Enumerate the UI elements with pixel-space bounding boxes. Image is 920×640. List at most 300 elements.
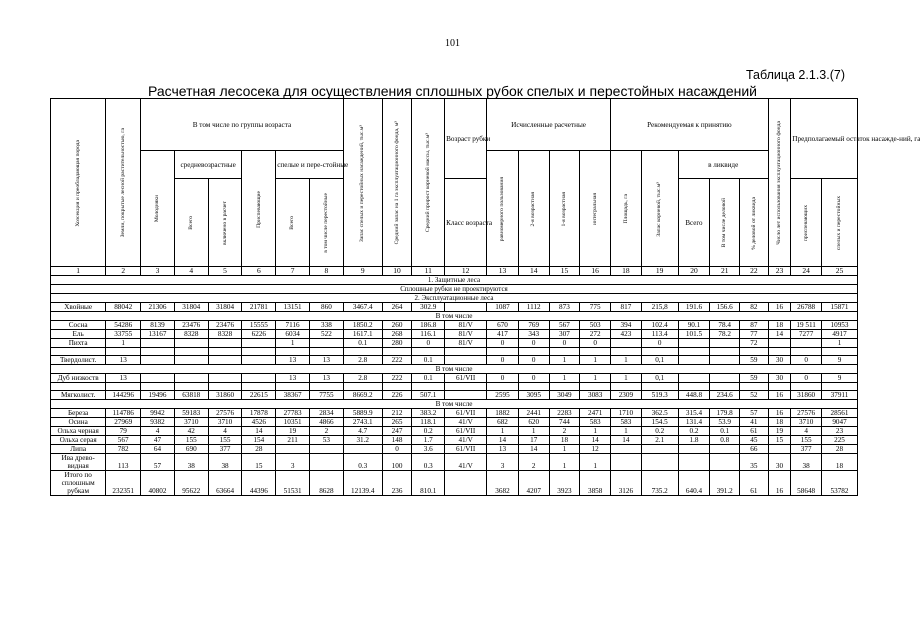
table-cell: 41/V: [445, 418, 487, 427]
table-cell: 0: [382, 445, 412, 454]
table-cell: 1: [611, 356, 642, 365]
table-cell: 682: [487, 418, 519, 427]
table-cell: 0.1: [412, 374, 445, 383]
table-cell: 522: [310, 330, 344, 339]
table-cell: 18: [768, 321, 791, 330]
table-cell: 222: [382, 356, 412, 365]
table-cell: 30: [768, 454, 791, 471]
empty-cell: [106, 348, 141, 356]
table-cell: 1087: [487, 303, 519, 312]
table-cell: 27576: [208, 409, 242, 418]
table-cell: 3049: [549, 391, 580, 400]
table-row: [51, 445, 858, 454]
table-cell: 64: [141, 445, 175, 454]
header-business: В том числе деловой: [710, 179, 740, 267]
table-cell: 222: [382, 374, 412, 383]
empty-cell: [445, 348, 487, 356]
table-cell: 0.1: [412, 356, 445, 365]
table-cell: 0,1: [641, 356, 678, 365]
table-cell: 1: [549, 445, 580, 454]
table-cell: 12139.4: [343, 471, 382, 496]
empty-cell: [174, 383, 208, 391]
table-cell: 215,8: [641, 303, 678, 312]
table-cell: 31804: [208, 303, 242, 312]
column-number: 23: [768, 267, 791, 276]
table-cell: 81/V: [445, 321, 487, 330]
table-cell: 1: [611, 374, 642, 383]
table-cell: 15: [242, 454, 276, 471]
table-cell: [310, 339, 344, 348]
empty-cell: [740, 348, 769, 356]
table-cell: 155: [174, 436, 208, 445]
table-cell: [141, 339, 175, 348]
table-row: [51, 418, 858, 427]
table-cell: 77: [740, 330, 769, 339]
header-mid-age: средневозрастные: [174, 151, 242, 179]
table-cell: 1: [487, 427, 519, 436]
table-cell: 377: [208, 445, 242, 454]
table-cell: 0.1: [343, 339, 382, 348]
table-cell: 1882: [487, 409, 519, 418]
table-cell: 18: [768, 418, 791, 427]
table-cell: 14: [242, 427, 276, 436]
table-row: [51, 427, 858, 436]
table-cell: 10351: [276, 418, 310, 427]
table-cell: 8328: [208, 330, 242, 339]
section-note: [51, 285, 858, 294]
table-row: [51, 391, 858, 400]
header-overmature: в том числе перестойные: [310, 179, 344, 267]
table-cell: 18: [549, 436, 580, 445]
table-cell: [208, 356, 242, 365]
column-numbers-row: [51, 267, 858, 276]
table-cell: 41/V: [445, 454, 487, 471]
in-total-row: [51, 400, 858, 409]
empty-cell: [641, 383, 678, 391]
table-cell: 226: [382, 391, 412, 400]
table-cell: [611, 445, 642, 454]
table-cell: 1.7: [412, 436, 445, 445]
table-cell: 90.1: [678, 321, 710, 330]
table-cell: [710, 356, 740, 365]
table-cell: 5889.9: [343, 409, 382, 418]
table-cell: 13: [310, 374, 344, 383]
table-cell: 38: [208, 454, 242, 471]
row-label: Ольха черная: [51, 427, 106, 436]
table-cell: 9: [822, 356, 858, 365]
section-label: 1. Защитные леса: [51, 276, 858, 285]
header-recommended: Рекомендуемая к принятию: [611, 99, 769, 151]
table-cell: 148: [382, 436, 412, 445]
table-cell: [445, 356, 487, 365]
table-row: [51, 321, 858, 330]
table-cell: 28: [822, 445, 858, 454]
table-cell: [710, 445, 740, 454]
header-mature: спелые и пере-стойные: [276, 151, 344, 179]
empty-cell: [106, 383, 141, 391]
table-cell: 21781: [242, 303, 276, 312]
table-cell: 873: [549, 303, 580, 312]
table-cell: 6034: [276, 330, 310, 339]
table-cell: 31804: [174, 303, 208, 312]
column-number: 14: [518, 267, 549, 276]
empty-cell: [412, 348, 445, 356]
table-cell: 4.7: [343, 427, 382, 436]
table-cell: 26788: [791, 303, 822, 312]
table-cell: 1: [106, 339, 141, 348]
empty-cell: [141, 383, 175, 391]
table-cell: 769: [518, 321, 549, 330]
table-cell: 100: [382, 454, 412, 471]
table-cell: 13: [276, 374, 310, 383]
table-cell: [710, 339, 740, 348]
empty-cell: [678, 383, 710, 391]
table-cell: 3083: [580, 391, 611, 400]
column-number: 13: [487, 267, 519, 276]
empty-cell: [412, 383, 445, 391]
table-cell: 44396: [242, 471, 276, 496]
table-cell: 2.8: [343, 356, 382, 365]
table-cell: 0: [580, 339, 611, 348]
table-cell: [242, 374, 276, 383]
table-cell: 13: [106, 356, 141, 365]
table-cell: 30: [768, 356, 791, 365]
column-number: 24: [791, 267, 822, 276]
header-area: Площадь, га: [611, 151, 642, 267]
section-label: Сплошные рубки не проектируются: [51, 285, 858, 294]
table-cell: 2: [310, 427, 344, 436]
table-cell: 81/V: [445, 330, 487, 339]
table-cell: 14: [518, 445, 549, 454]
table-cell: 0: [518, 356, 549, 365]
table-cell: 343: [518, 330, 549, 339]
table-cell: 15871: [822, 303, 858, 312]
table-cell: 0,1: [641, 374, 678, 383]
table-cell: 14: [580, 436, 611, 445]
table-cell: 113.4: [641, 330, 678, 339]
table-cell: 2.8: [343, 374, 382, 383]
table-cell: 41/V: [445, 436, 487, 445]
table-cell: [791, 339, 822, 348]
table-cell: 3858: [580, 471, 611, 496]
header-years-use: Число лет использования эксплуатационного фонда: [768, 99, 791, 267]
table-cell: 338: [310, 321, 344, 330]
table-cell: 4866: [310, 418, 344, 427]
table-cell: [208, 339, 242, 348]
header-remain-pre: приспевающих: [791, 179, 822, 267]
page-number: 101: [445, 38, 460, 49]
table-cell: 13: [487, 445, 519, 454]
in-total-row: [51, 365, 858, 374]
table-cell: 154.5: [641, 418, 678, 427]
table-cell: 53: [310, 436, 344, 445]
table-cell: 3126: [611, 471, 642, 496]
table-cell: [710, 454, 740, 471]
table-cell: 78.4: [710, 321, 740, 330]
table-cell: 27783: [276, 409, 310, 418]
table-cell: 21306: [141, 303, 175, 312]
empty-cell: [611, 348, 642, 356]
table-cell: 4917: [822, 330, 858, 339]
table-cell: [276, 445, 310, 454]
table-cell: 59: [740, 356, 769, 365]
table-cell: 13: [276, 356, 310, 365]
table-cell: 41: [740, 418, 769, 427]
table-cell: 42: [174, 427, 208, 436]
logging-table: [50, 98, 920, 496]
table-cell: [768, 339, 791, 348]
table-cell: 7755: [310, 391, 344, 400]
table-cell: 13151: [276, 303, 310, 312]
table-cell: [678, 339, 710, 348]
empty-cell: [382, 383, 412, 391]
empty-cell: [641, 348, 678, 356]
column-number: 12: [445, 267, 487, 276]
row-label: Твердолист.: [51, 356, 106, 365]
table-cell: 0: [518, 374, 549, 383]
table-cell: 61/VII: [445, 427, 487, 436]
table-cell: 4526: [242, 418, 276, 427]
table-cell: 2: [518, 454, 549, 471]
table-number: Таблица 2.1.3.(7): [745, 68, 845, 82]
table-cell: 744: [549, 418, 580, 427]
table-cell: 640.4: [678, 471, 710, 496]
table-cell: 1: [580, 454, 611, 471]
table-cell: 87: [740, 321, 769, 330]
table-row: [51, 454, 858, 471]
table-cell: 52: [740, 391, 769, 400]
table-cell: [641, 454, 678, 471]
column-number: 22: [740, 267, 769, 276]
header-integral: интегральная: [580, 151, 611, 267]
table-cell: 1: [518, 427, 549, 436]
table-cell: 9: [822, 374, 858, 383]
table-cell: [611, 454, 642, 471]
table-cell: 31860: [791, 391, 822, 400]
table-cell: 12: [580, 445, 611, 454]
header-calculated: Исчисленные расчетные: [487, 99, 611, 151]
in-total-label: В том числе: [51, 400, 858, 409]
header-remainder: Предполагаемый остаток насажде-ний, га: [791, 99, 858, 179]
table-cell: 0: [791, 374, 822, 383]
table-cell: 18: [822, 454, 858, 471]
column-number: 1: [51, 267, 106, 276]
table-cell: 690: [174, 445, 208, 454]
table-cell: 59: [740, 374, 769, 383]
header-root-stock: Запас корневой, тыс.м³: [641, 151, 678, 267]
header-avg-stock: Средний запас на 1 га эксплуатационного фонда, м³: [382, 99, 412, 267]
table-cell: 61/VII: [445, 374, 487, 383]
table-cell: 16: [768, 409, 791, 418]
table-cell: 735.2: [641, 471, 678, 496]
empty-cell: [141, 348, 175, 356]
table-cell: 236: [382, 471, 412, 496]
column-number: 8: [310, 267, 344, 276]
empty-cell: [51, 348, 106, 356]
table-cell: 1: [549, 356, 580, 365]
header-mature-stock: Запас спелых и перестойных насаждений, тыс.м³: [343, 99, 382, 267]
spacer-row: [51, 383, 858, 391]
table-cell: [141, 374, 175, 383]
table-cell: 0.2: [641, 427, 678, 436]
table-cell: 225: [822, 436, 858, 445]
column-number: 19: [641, 267, 678, 276]
table-cell: 383.2: [412, 409, 445, 418]
table-row: [51, 436, 858, 445]
table-cell: 1112: [518, 303, 549, 312]
empty-cell: [822, 383, 858, 391]
table-cell: 3.6: [412, 445, 445, 454]
table-cell: [445, 303, 487, 312]
table-cell: 114786: [106, 409, 141, 418]
table-cell: 6226: [242, 330, 276, 339]
table-cell: 95622: [174, 471, 208, 496]
row-label: Хвойные: [51, 303, 106, 312]
total-row: [51, 471, 858, 496]
table-cell: 0: [487, 374, 519, 383]
empty-cell: [242, 348, 276, 356]
row-label: Ольха серая: [51, 436, 106, 445]
table-cell: 620: [518, 418, 549, 427]
table-cell: [208, 374, 242, 383]
table-cell: 1: [822, 339, 858, 348]
table-cell: 15: [768, 436, 791, 445]
table-cell: 307: [549, 330, 580, 339]
empty-cell: [768, 348, 791, 356]
column-number: 6: [242, 267, 276, 276]
row-label: Осина: [51, 418, 106, 427]
table-cell: 232351: [106, 471, 141, 496]
column-number: 9: [343, 267, 382, 276]
table-cell: 47: [141, 436, 175, 445]
table-cell: 417: [487, 330, 519, 339]
table-cell: 1850.2: [343, 321, 382, 330]
table-cell: 212: [382, 409, 412, 418]
column-number: 18: [611, 267, 642, 276]
header-avg-growth: Средний прирост корневой массы, тыс.м³: [412, 99, 445, 267]
empty-cell: [310, 383, 344, 391]
header-species: Хозсекция и преобладающая порода: [51, 99, 106, 267]
table-cell: 2834: [310, 409, 344, 418]
table-cell: 810.1: [412, 471, 445, 496]
table-cell: [641, 445, 678, 454]
table-cell: 23476: [174, 321, 208, 330]
table-cell: 8669.2: [343, 391, 382, 400]
empty-cell: [580, 348, 611, 356]
table-cell: 670: [487, 321, 519, 330]
section-exploitation: [51, 294, 858, 303]
table-cell: 13: [310, 356, 344, 365]
table-cell: 10953: [822, 321, 858, 330]
table-cell: 45: [740, 436, 769, 445]
in-total-row: [51, 312, 858, 321]
table-cell: 3467.4: [343, 303, 382, 312]
table-cell: 3: [487, 454, 519, 471]
table-cell: 0.3: [412, 454, 445, 471]
table-cell: 118.1: [412, 418, 445, 427]
table-cell: [678, 356, 710, 365]
header-liquid-total: Всего: [678, 179, 710, 267]
empty-cell: [487, 348, 519, 356]
header-mid-included: включено в расчет: [208, 179, 242, 267]
table-title: Расчетная лесосека для осуществления сплошных рубок спелых и перестойных насаждений: [148, 83, 757, 99]
table-cell: 0.8: [710, 436, 740, 445]
table-cell: 1: [580, 427, 611, 436]
table-cell: 78.2: [710, 330, 740, 339]
table-cell: 59183: [174, 409, 208, 418]
header-first-age: 1-я возрастная: [549, 151, 580, 267]
header-remain-mature: спелых и перестойных: [822, 179, 858, 267]
table-row: [51, 374, 858, 383]
table-cell: [174, 374, 208, 383]
table-cell: 377: [791, 445, 822, 454]
table-cell: 0: [518, 339, 549, 348]
table-cell: 19 511: [791, 321, 822, 330]
table-cell: 113: [106, 454, 141, 471]
table-cell: [242, 339, 276, 348]
table-cell: 4: [791, 427, 822, 436]
table-cell: 8628: [310, 471, 344, 496]
table-cell: 583: [611, 418, 642, 427]
header-liquid: в ликвиде: [678, 151, 768, 179]
in-total-label: В том числе: [51, 365, 858, 374]
table-cell: 9382: [141, 418, 175, 427]
table-cell: 27969: [106, 418, 141, 427]
table-cell: 61: [740, 427, 769, 436]
column-number: 15: [549, 267, 580, 276]
table-cell: 16: [768, 471, 791, 496]
table-cell: [678, 454, 710, 471]
table-cell: 394: [611, 321, 642, 330]
table-cell: 1: [549, 454, 580, 471]
header-age-groups: В том числе по группы возраста: [141, 99, 344, 151]
table-cell: 30: [768, 374, 791, 383]
table-cell: 4207: [518, 471, 549, 496]
table-cell: [445, 391, 487, 400]
table-cell: 155: [208, 436, 242, 445]
table-cell: 19: [276, 427, 310, 436]
table-cell: 38: [174, 454, 208, 471]
empty-cell: [740, 383, 769, 391]
header-age-class: Класс возраста: [445, 179, 487, 267]
table-cell: 272: [580, 330, 611, 339]
table-cell: 53782: [822, 471, 858, 496]
table-cell: 2.1: [641, 436, 678, 445]
table-cell: 61/VII: [445, 445, 487, 454]
table-cell: 31860: [208, 391, 242, 400]
table-cell: 7116: [276, 321, 310, 330]
row-label: Пихта: [51, 339, 106, 348]
table-cell: 15555: [242, 321, 276, 330]
table-cell: 54286: [106, 321, 141, 330]
table-cell: [174, 356, 208, 365]
table-cell: [710, 374, 740, 383]
column-number: 7: [276, 267, 310, 276]
table-cell: 280: [382, 339, 412, 348]
table-row: [51, 339, 858, 348]
row-label: Дуб низкоств: [51, 374, 106, 383]
table-cell: 519.3: [641, 391, 678, 400]
table-cell: [174, 339, 208, 348]
table-cell: 1710: [611, 409, 642, 418]
row-label: Мягколист.: [51, 391, 106, 400]
table-cell: [343, 445, 382, 454]
row-label: Ель: [51, 330, 106, 339]
table-cell: 8328: [174, 330, 208, 339]
table-cell: 507.1: [412, 391, 445, 400]
table-cell: 2743.1: [343, 418, 382, 427]
empty-cell: [518, 383, 549, 391]
